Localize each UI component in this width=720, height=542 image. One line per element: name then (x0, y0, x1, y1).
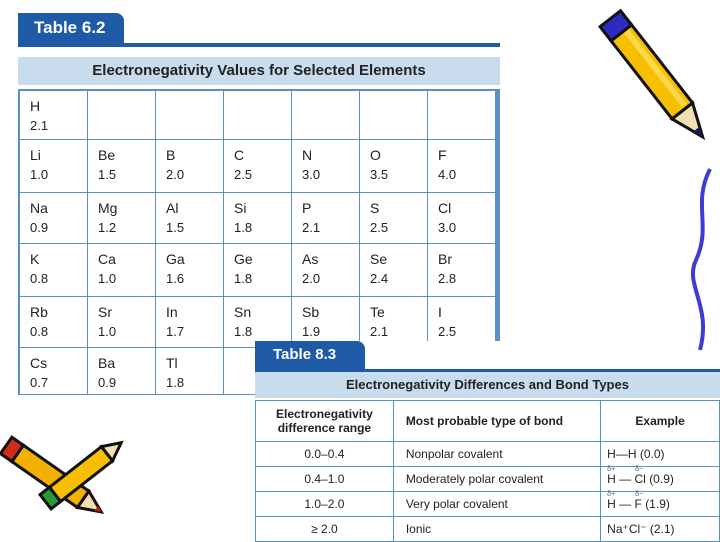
element-symbol: I (438, 304, 442, 320)
element-symbol: Mg (98, 200, 118, 216)
bond-type: Nonpolar covalent (393, 442, 600, 467)
electronegativity-value: 1.2 (98, 220, 117, 235)
squiggle-line (682, 165, 716, 355)
example-formula: H — Cl (607, 472, 646, 486)
difference-range: 0.0–0.4 (256, 442, 394, 467)
element-cell (360, 244, 427, 296)
element-symbol: B (166, 147, 176, 163)
element-symbol: Te (370, 304, 385, 320)
element-cell (224, 297, 291, 347)
electronegativity-value: 2.0 (166, 167, 185, 182)
element-cell (360, 297, 427, 347)
example-formula: H — F (607, 497, 642, 511)
electronegativity-value: 2.4 (370, 271, 389, 286)
example-difference: (0.9) (649, 472, 674, 486)
empty-cell (428, 91, 495, 139)
element-symbol: Rb (30, 304, 48, 320)
element-cell (20, 193, 87, 243)
element-symbol: Tl (166, 355, 178, 371)
range-header (256, 401, 394, 442)
pencil-icon (598, 0, 716, 170)
partial-negative-label: δ− (635, 466, 644, 473)
element-symbol: Si (234, 200, 247, 216)
electronegativity-value: 2.1 (302, 220, 321, 235)
empty-cell (224, 91, 291, 139)
element-symbol: Sr (98, 304, 112, 320)
element-cell (88, 193, 155, 243)
electronegativity-value: 2.0 (302, 271, 321, 286)
element-cell (224, 244, 291, 296)
electronegativity-value: 2.5 (370, 220, 389, 235)
element-symbol: H (30, 98, 41, 114)
element-symbol: P (302, 200, 312, 216)
element-symbol: As (302, 251, 319, 267)
electronegativity-values-table (18, 13, 500, 395)
electronegativity-value: 0.9 (98, 375, 117, 390)
empty-cell (156, 91, 223, 139)
element-symbol: O (370, 147, 381, 163)
element-symbol: Se (370, 251, 388, 267)
element-symbol: Ca (98, 251, 116, 267)
element-cell (292, 297, 359, 347)
element-symbol: Be (98, 147, 116, 163)
element-cell (156, 244, 223, 296)
element-cell (88, 140, 155, 192)
electronegativity-value: 3.5 (370, 167, 389, 182)
element-cell (428, 140, 495, 192)
electronegativity-value: 1.8 (234, 324, 253, 339)
electronegativity-value: 1.0 (98, 324, 117, 339)
electronegativity-value: 3.0 (438, 220, 457, 235)
table-number-label: Table 6.2 (18, 13, 124, 43)
electronegativity-value: 1.5 (98, 167, 117, 182)
electronegativity-value: 1.8 (234, 220, 253, 235)
electronegativity-value: 1.8 (166, 375, 185, 390)
element-cell (20, 91, 87, 139)
bond-example (601, 467, 720, 492)
element-symbol: S (370, 200, 380, 216)
bond-header: Most probable type of bond (393, 401, 600, 442)
element-symbol: Al (166, 200, 179, 216)
electronegativity-value: 2.1 (30, 118, 49, 133)
electronegativity-value: 2.1 (370, 324, 389, 339)
table-title: Electronegativity Values for Selected Elements (18, 57, 500, 85)
electronegativity-value: 3.0 (302, 167, 321, 182)
bond-type: Ionic (393, 517, 600, 542)
pencil-icon (38, 432, 130, 514)
element-cell (224, 193, 291, 243)
bond-example (601, 492, 720, 517)
electronegativity-value: 1.7 (166, 324, 185, 339)
element-symbol: Ba (98, 355, 116, 371)
element-cell (428, 244, 495, 296)
element-cell (156, 140, 223, 192)
element-cell (292, 140, 359, 192)
element-symbol: Ga (166, 251, 185, 267)
table-number-label: Table 8.3 (255, 341, 365, 369)
empty-cell (88, 91, 155, 139)
bond-type: Very polar covalent (393, 492, 600, 517)
header-row (256, 401, 720, 442)
element-symbol: Sb (302, 304, 320, 320)
electronegativity-value: 1.9 (302, 324, 321, 339)
difference-range: 1.0–2.0 (256, 492, 394, 517)
bond-example (601, 517, 720, 542)
example-difference: (0.0) (639, 447, 665, 461)
element-symbol: Br (438, 251, 452, 267)
bond-example (601, 442, 720, 467)
electronegativity-value: 1.5 (166, 220, 185, 235)
electronegativity-value: 0.8 (30, 324, 49, 339)
element-symbol: In (166, 304, 178, 320)
element-cell (20, 348, 87, 394)
example-difference: (2.1) (649, 522, 675, 536)
bond-type-table (255, 341, 720, 536)
element-symbol: N (302, 147, 313, 163)
element-cell (20, 297, 87, 347)
element-symbol: Sn (234, 304, 252, 320)
header-rule (18, 43, 500, 47)
element-cell (292, 193, 359, 243)
electronegativity-value: 2.5 (234, 167, 253, 182)
bond-type-grid (255, 400, 720, 542)
element-cell (156, 193, 223, 243)
electronegativity-value: 2.8 (438, 271, 457, 286)
empty-cell (292, 91, 359, 139)
empty-cell (360, 91, 427, 139)
range-header-line2: difference range (277, 421, 372, 435)
electronegativity-value: 1.0 (30, 167, 49, 182)
element-symbol: C (234, 147, 245, 163)
table-title: Electronegativity Differences and Bond Types (255, 372, 720, 398)
element-cell (156, 297, 223, 347)
example-formula: H—H (607, 447, 637, 461)
element-cell (224, 140, 291, 192)
example-difference: (1.9) (645, 497, 670, 511)
range-header-line1: Electronegativity (276, 407, 373, 421)
element-cell (156, 348, 223, 394)
bond-type: Moderately polar covalent (393, 467, 600, 492)
element-cell (428, 193, 495, 243)
table-row (256, 442, 720, 467)
electronegativity-value: 2.5 (438, 324, 457, 339)
table-row (256, 517, 720, 542)
element-cell (88, 297, 155, 347)
electronegativity-value: 1.6 (166, 271, 185, 286)
element-cell (88, 244, 155, 296)
element-symbol: Li (30, 147, 41, 163)
element-cell (428, 297, 495, 347)
electronegativity-value: 0.9 (30, 220, 49, 235)
element-cell (88, 348, 155, 394)
electronegativity-value: 4.0 (438, 167, 457, 182)
element-symbol: K (30, 251, 40, 267)
element-symbol: Cs (30, 355, 48, 371)
partial-positive-label: δ+ (607, 466, 616, 473)
partial-negative-label: δ− (635, 491, 644, 498)
difference-range: 0.4–1.0 (256, 467, 394, 492)
electronegativity-value: 0.8 (30, 271, 49, 286)
table-row (256, 492, 720, 517)
electronegativity-value: 1.8 (234, 271, 253, 286)
element-symbol: Cl (438, 200, 452, 216)
example-header: Example (601, 401, 720, 442)
partial-positive-label: δ+ (607, 491, 616, 498)
table-row (256, 467, 720, 492)
element-cell (292, 244, 359, 296)
element-cell (20, 140, 87, 192)
element-symbol: Na (30, 200, 48, 216)
element-cell (20, 244, 87, 296)
element-cell (360, 193, 427, 243)
difference-range: ≥ 2.0 (256, 517, 394, 542)
element-symbol: F (438, 147, 447, 163)
element-cell (360, 140, 427, 192)
element-symbol: Ge (234, 251, 253, 267)
electronegativity-value: 0.7 (30, 375, 49, 390)
example-formula: Na⁺Cl⁻ (607, 522, 647, 536)
electronegativity-value: 1.0 (98, 271, 117, 286)
